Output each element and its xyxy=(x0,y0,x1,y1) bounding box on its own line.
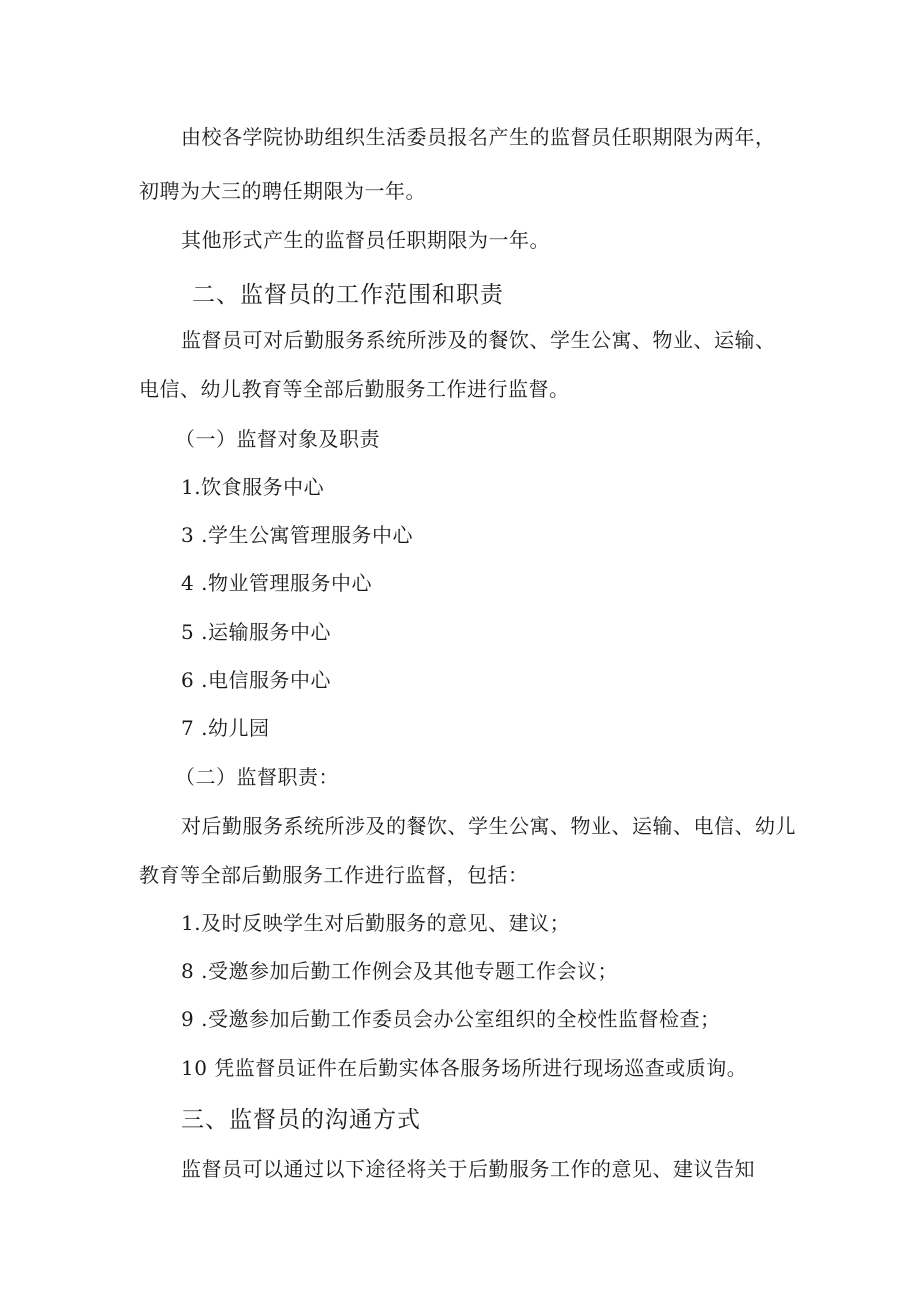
paragraph-scope-line-1: 监督员可对后勤服务系统所涉及的餐饮、学生公寓、物业、运输、 xyxy=(181,328,776,352)
paragraph-duties-line-2: 教育等全部后勤服务工作进行监督，包括： xyxy=(139,863,529,887)
paragraph-duties-line-1: 对后勤服务系统所涉及的餐饮、学生公寓、物业、运输、电信、幼儿 xyxy=(181,814,796,838)
list-item: 7 .幼儿园 xyxy=(181,716,270,740)
paragraph-scope-line-2: 电信、幼儿教育等全部后勤服务工作进行监督。 xyxy=(139,377,570,401)
subsection-heading-1: （一）监督对象及职责 xyxy=(175,427,380,451)
paragraph-term-line-2: 初聘为大三的聘任期限为一年。 xyxy=(139,179,426,203)
list-item: 4 .物业管理服务中心 xyxy=(181,571,372,595)
list-item: 10 凭监督员证件在后勤实体各服务场所进行现场巡查或质询。 xyxy=(181,1056,748,1080)
section-heading-3: 三、监督员的沟通方式 xyxy=(181,1107,421,1133)
list-item: 5 .运输服务中心 xyxy=(181,620,331,644)
list-item: 6 .电信服务中心 xyxy=(181,668,331,692)
section-heading-2: 二、监督员的工作范围和职责 xyxy=(192,282,504,308)
subsection-heading-2: （二）监督职责： xyxy=(175,765,339,789)
paragraph-communication: 监督员可以通过以下途径将关于后勤服务工作的意见、建议告知 xyxy=(181,1157,755,1181)
list-item: 1.饮食服务中心 xyxy=(181,475,325,499)
paragraph-term-line-1: 由校各学院协助组织生活委员报名产生的监督员任职期限为两年， xyxy=(181,125,776,149)
list-item: 8 .受邀参加后勤工作例会及其他专题工作会议； xyxy=(181,959,618,983)
list-item: 3 .学生公寓管理服务中心 xyxy=(181,523,413,547)
list-item: 9 .受邀参加后勤工作委员会办公室组织的全校性监督检查； xyxy=(181,1007,721,1031)
list-item: 1.及时反映学生对后勤服务的意见、建议； xyxy=(181,911,571,935)
paragraph-other-term: 其他形式产生的监督员任职期限为一年。 xyxy=(181,228,550,252)
